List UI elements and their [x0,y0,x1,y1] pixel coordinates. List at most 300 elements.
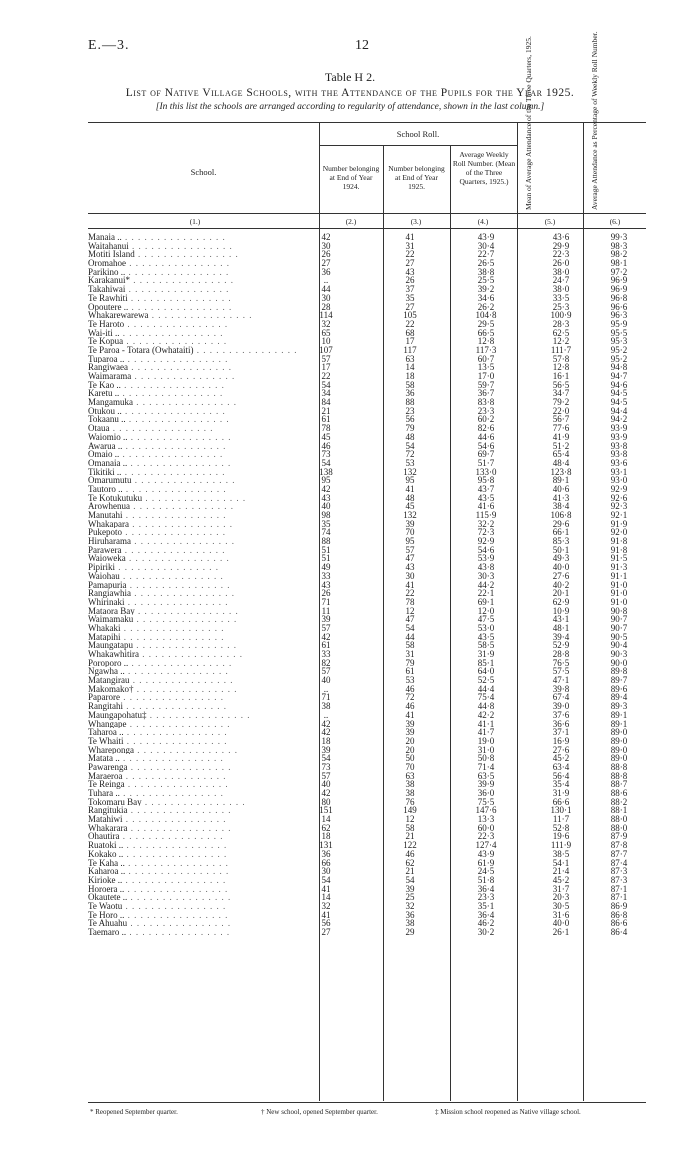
avg-weekly-roll: 44·2 [477,579,495,590]
roll-end-1924: 82 [321,657,331,668]
roll-end-1924: 26 [321,249,331,260]
avg-weekly-roll: 60·0 [477,822,495,833]
avg-weekly-roll: 38·8 [477,266,495,277]
roll-end-1924: 42 [321,483,331,494]
school-name: Ruatoki .. . . [88,841,318,850]
mean-avg-attendance: 28·8 [552,649,570,659]
roll-end-1924: 40 [321,501,331,512]
roll-end-1924: 42 [321,718,331,729]
roll-end-1925: 39 [405,727,415,738]
roll-end-1925: 53 [405,675,415,686]
roll-end-1924: 80 [321,796,331,807]
roll-end-1925: 21 [405,866,415,877]
school-table-body [88,233,643,937]
school-name: Mangamuka . . [88,398,318,407]
mean-avg-attendance: 20·1 [552,588,570,599]
roll-end-1925: 79 [405,657,415,668]
attendance-percentage: 93·8 [610,440,628,451]
roll-end-1925: 32 [405,900,415,911]
mean-avg-attendance: 27·6 [552,744,570,755]
school-name: Tuhara .. . . [88,789,318,798]
attendance-percentage: 91·5 [610,553,628,564]
school-name: Maungatapu . . [88,641,318,650]
roll-end-1924: 49 [321,562,331,573]
col2-header: Number belonging at End of Year 1924. [322,164,380,191]
avg-weekly-roll: 43·5 [477,631,495,642]
school-name: Te Reinga . . [88,780,318,789]
mean-avg-attendance: 130·1 [550,805,572,816]
avg-weekly-roll: 19·0 [477,735,495,746]
avg-weekly-roll: 59·7 [477,379,495,390]
school-name: Te Kao .. . . [88,381,318,390]
attendance-percentage: 89·0 [610,727,628,738]
avg-weekly-roll: 36·0 [477,788,495,798]
school-name: Rangitukia . . [88,806,318,815]
roll-end-1925: 132 [403,466,417,477]
roll-end-1925: 68 [405,327,415,338]
school-name: Te Waotu . . [88,902,318,911]
attendance-percentage: 90·5 [610,631,628,642]
roll-end-1925: 53 [405,457,415,468]
attendance-percentage: 89·6 [610,683,628,694]
roll-end-1925: 36 [405,388,415,399]
school-name: Hiruharama . . [88,537,318,546]
attendance-percentage: 99·3 [610,232,628,242]
avg-weekly-roll: 32·2 [477,518,495,529]
avg-weekly-roll: 69·1 [477,596,495,607]
school-name: Pukepoto . . [88,528,318,537]
attendance-percentage: 88·0 [610,814,628,825]
attendance-percentage: 95·9 [610,318,628,329]
school-name: Ohautira . . [88,832,318,841]
roll-end-1925: 29 [405,927,415,937]
mean-avg-attendance: 22·0 [552,405,570,416]
mean-avg-attendance: 40·6 [552,483,570,494]
avg-weekly-roll: 43·9 [477,848,495,859]
avg-weekly-roll: 117·3 [475,344,497,355]
roll-end-1924: 32 [321,900,331,911]
attendance-percentage: 86·8 [610,909,628,920]
roll-end-1924: 62 [321,822,331,833]
roll-end-1925: 78 [405,596,415,607]
mean-avg-attendance: 12·8 [552,362,570,373]
roll-end-1925: 72 [405,449,415,460]
mean-avg-attendance: 57·8 [552,353,570,364]
roll-end-1925: 22 [405,249,415,260]
attendance-percentage: 89·7 [610,675,628,686]
roll-end-1924: 36 [321,266,331,277]
avg-weekly-roll: 12·8 [477,336,495,347]
roll-end-1925: 14 [405,362,415,373]
roll-end-1924: 74 [321,527,331,538]
roll-end-1924: 45 [321,431,331,442]
school-name: Pipiriki . . [88,563,318,572]
school-name: Rangiawhia . . [88,589,318,598]
roll-end-1924: 42 [321,232,331,242]
attendance-percentage: 95·5 [610,327,628,338]
attendance-percentage: 89·0 [610,753,628,764]
roll-end-1924: 21 [321,405,331,416]
school-name: Matangirau . . [88,676,318,685]
roll-end-1924: 42 [321,788,331,798]
avg-weekly-roll: 66·5 [477,327,495,338]
avg-weekly-roll: 50·8 [477,753,495,764]
roll-end-1924: 78 [321,423,331,434]
attendance-percentage: 89·0 [610,735,628,746]
avg-weekly-roll: 36·4 [477,909,495,920]
roll-end-1924: 44 [321,284,331,295]
roll-end-1924: 54 [321,457,331,468]
attendance-percentage: 87·4 [610,857,628,868]
roll-end-1924: 43 [321,492,331,503]
mean-avg-attendance: 45·2 [552,753,570,764]
mean-avg-attendance: 41·3 [552,492,570,503]
school-name: Tautoro .. . . [88,485,318,494]
roll-end-1925: 12 [405,605,415,616]
roll-end-1924: 138 [319,466,333,477]
attendance-percentage: 91·0 [610,579,628,590]
mean-avg-attendance: 51·2 [552,440,570,451]
roll-end-1924: 18 [321,831,331,842]
mean-avg-attendance: 56·5 [552,379,570,390]
avg-weekly-roll: 43·7 [477,483,495,494]
roll-end-1925: 79 [405,423,415,434]
school-name: Whangape . . [88,720,318,729]
roll-end-1925: 149 [403,805,417,816]
avg-weekly-roll: 54·6 [477,440,495,451]
school-name: Awarua .. . . [88,442,318,451]
school-name: Te Paroa - Totara (Owhataiti) . . [88,346,318,355]
avg-weekly-roll: 42·2 [477,709,495,720]
roll-end-1925: 17 [405,336,415,347]
mean-avg-attendance: 54·1 [552,857,570,868]
attendance-percentage: 94·7 [610,371,628,381]
school-name: Waitahanui . . [88,242,318,251]
attendance-percentage: 92·0 [610,527,628,538]
attendance-percentage: 97·2 [610,266,628,277]
school-name: Waioweka . . [88,554,318,563]
avg-weekly-roll: 51·7 [477,457,495,468]
roll-end-1924: .. [323,683,329,694]
mean-avg-attendance: 41·9 [552,431,570,442]
avg-weekly-roll: 35·1 [477,900,495,911]
attendance-percentage: 94·2 [610,414,628,425]
attendance-percentage: 91·0 [610,596,628,607]
attendance-percentage: 90·4 [610,640,628,651]
roll-end-1924: 34 [321,388,331,399]
col4-header: Average Weekly Roll Number. (Mean of the Three Quarters, 1925.) [452,150,516,186]
roll-end-1924: 51 [321,553,331,564]
school-name: Whakapara . . [88,520,318,529]
school-name: Te Whaiti . . [88,737,318,746]
header-doc-code: E.—3. [88,38,130,53]
mean-avg-attendance: 39·8 [552,683,570,694]
school-roll-rule [319,145,517,146]
mean-avg-attendance: 29·6 [552,518,570,529]
roll-end-1925: 63 [405,770,415,781]
roll-end-1925: 47 [405,553,415,564]
attendance-percentage: 92·3 [610,501,628,512]
avg-weekly-roll: 26·5 [477,258,495,269]
attendance-percentage: 87·3 [610,866,628,877]
school-name: Matahiwi . . [88,815,318,824]
roll-end-1924: 61 [321,640,331,651]
school-name: Whareponga . . [88,746,318,755]
mean-avg-attendance: 25·3 [552,301,570,312]
mean-avg-attendance: 38·0 [552,266,570,277]
table-bottom-rule [88,1102,646,1103]
avg-weekly-roll: 22·3 [477,831,495,842]
roll-end-1924: 57 [321,353,331,364]
attendance-percentage: 95·2 [610,353,628,364]
roll-end-1925: 132 [403,510,417,520]
avg-weekly-roll: 63·5 [477,770,495,781]
school-name: Kirioke .. . . [88,876,318,885]
school-name: Omaio .. . . [88,450,318,459]
mean-avg-attendance: 45·2 [552,874,570,885]
school-name: Omanaia .. . . [88,459,318,468]
avg-weekly-roll: 41·7 [477,727,495,738]
attendance-percentage: 93·6 [610,457,628,468]
attendance-percentage: 95·3 [610,336,628,347]
school-name: Te Kotukutuku . . [88,494,318,503]
avg-weekly-roll: 36·7 [477,388,495,399]
school-name: Te Kopua . . [88,337,318,346]
attendance-percentage: 94·8 [610,362,628,373]
avg-weekly-roll: 44·8 [477,701,495,712]
avg-weekly-roll: 12·0 [477,605,495,616]
mean-avg-attendance: 62·5 [552,327,570,338]
avg-weekly-roll: 22·1 [477,588,495,599]
roll-end-1924: 30 [321,866,331,877]
attendance-percentage: 87·1 [610,883,628,894]
roll-end-1924: 41 [321,909,331,920]
school-name: Waiomio .. . . [88,433,318,442]
roll-end-1925: 57 [405,544,415,555]
mean-avg-attendance: 106·8 [550,510,572,520]
school-name: Opoutere .. . . [88,303,318,312]
avg-weekly-roll: 30·4 [477,240,495,251]
attendance-percentage: 87·8 [610,840,628,851]
attendance-percentage: 92·6 [610,492,628,503]
avg-weekly-roll: 36·4 [477,883,495,894]
mean-avg-attendance: 39·4 [552,631,570,642]
mean-avg-attendance: 62·9 [552,596,570,607]
roll-end-1925: 27 [405,258,415,269]
roll-end-1924: 17 [321,362,331,373]
school-name: Maraeroa . . [88,772,318,781]
roll-end-1925: 39 [405,718,415,729]
mean-avg-attendance: 26·0 [552,258,570,269]
avg-weekly-roll: 25·5 [477,275,495,286]
attendance-percentage: 93·8 [610,449,628,460]
avg-weekly-roll: 60·7 [477,353,495,364]
avg-weekly-roll: 85·1 [477,657,495,668]
school-name: Otaua . . [88,424,318,433]
mean-avg-attendance: 22·3 [552,249,570,260]
attendance-percentage: 87·9 [610,831,628,842]
roll-end-1924: 39 [321,744,331,755]
school-name: Matata .. . . [88,754,318,763]
school-name: Rangiwaea . . [88,363,318,372]
roll-end-1924: 42 [321,631,331,642]
school-name: Tokomaru Bay . . [88,798,318,807]
roll-end-1924: 98 [321,510,331,520]
avg-weekly-roll: 31·0 [477,744,495,755]
roll-end-1925: 31 [405,240,415,251]
mean-avg-attendance: 66·6 [552,796,570,807]
avg-weekly-roll: 47·5 [477,614,495,625]
roll-end-1925: 31 [405,649,415,659]
avg-weekly-roll: 26·2 [477,301,495,312]
mean-avg-attendance: 35·4 [552,779,570,790]
attendance-percentage: 88·7 [610,779,628,790]
mean-avg-attendance: 67·4 [552,692,570,703]
roll-end-1924: 27 [321,927,331,937]
avg-weekly-roll: 17·0 [477,371,495,381]
mean-avg-attendance: 29·9 [552,240,570,251]
school-name: Whakaki . . [88,624,318,633]
attendance-percentage: 91·0 [610,588,628,599]
footnote-mission-school: ‡ Mission school reopened as Native village school. [435,1108,581,1116]
attendance-percentage: 91·1 [610,570,628,581]
roll-end-1925: 58 [405,822,415,833]
mean-avg-attendance: 36·6 [552,718,570,729]
roll-end-1924: 71 [321,692,331,703]
roll-end-1925: 25 [405,892,415,903]
school-name: Tokaanu .. . . [88,415,318,424]
attendance-percentage: 98·1 [610,258,628,269]
roll-end-1925: 45 [405,501,415,512]
roll-end-1925: 44 [405,631,415,642]
roll-end-1925: 76 [405,796,415,807]
col3-number: (3.) [410,217,422,226]
roll-end-1925: 39 [405,883,415,894]
school-name: Ngawha .. . . [88,667,318,676]
roll-end-1924: 57 [321,666,331,677]
mean-avg-attendance: 31·7 [552,883,570,894]
roll-end-1924: 73 [321,449,331,460]
attendance-percentage: 90·8 [610,605,628,616]
avg-weekly-roll: 13·5 [477,362,495,373]
roll-end-1925: 54 [405,440,415,451]
school-name: Kokako .. . . [88,850,318,859]
avg-weekly-roll: 34·6 [477,292,495,303]
header-rule [88,213,646,214]
roll-end-1925: 26 [405,275,415,286]
column-number-rule [88,228,646,229]
roll-end-1924: 38 [321,701,331,712]
mean-avg-attendance: 21·4 [552,866,570,877]
roll-end-1925: 54 [405,874,415,885]
school-name: Makomako† . . [88,685,318,694]
attendance-percentage: 86·9 [610,900,628,911]
roll-end-1925: 63 [405,353,415,364]
avg-weekly-roll: 39·9 [477,779,495,790]
mean-avg-attendance: 34·7 [552,388,570,399]
attendance-percentage: 88·8 [610,761,628,772]
mean-avg-attendance: 47·1 [552,675,570,686]
mean-avg-attendance: 20·3 [552,892,570,903]
mean-avg-attendance: 43·6 [552,232,570,242]
mean-avg-attendance: 48·4 [552,457,570,468]
school-name: Otukou .. . . [88,407,318,416]
roll-end-1924: 32 [321,318,331,329]
avg-weekly-roll: 30·3 [477,570,495,581]
school-name: Whirinaki . . [88,598,318,607]
avg-weekly-roll: 41·1 [477,718,495,729]
roll-end-1924: 114 [319,310,333,321]
col1-number: (1.) [189,217,201,226]
school-name: Kaharoa .. . . [88,867,318,876]
roll-end-1924: 107 [319,344,333,355]
attendance-percentage: 87·7 [610,848,628,859]
table-row [88,928,643,937]
roll-end-1924: 57 [321,622,331,633]
attendance-percentage: 93·0 [610,475,628,486]
attendance-percentage: 89·4 [610,692,628,703]
col-divider-3 [450,145,451,228]
roll-end-1924: 11 [321,605,331,616]
school-name: Tikitiki .. . . [88,468,318,477]
mean-avg-attendance: 12·2 [552,336,570,347]
roll-end-1924: 33 [321,649,331,659]
attendance-percentage: 89·1 [610,709,628,720]
roll-end-1925: 72 [405,692,415,703]
mean-avg-attendance: 27·6 [552,570,570,581]
school-name: Waiohau . . [88,572,318,581]
roll-end-1925: 43 [405,266,415,277]
roll-end-1924: 18 [321,735,331,746]
avg-weekly-roll: 44·6 [477,431,495,442]
roll-end-1925: 58 [405,640,415,651]
avg-weekly-roll: 54·6 [477,544,495,555]
avg-weekly-roll: 147·6 [475,805,497,816]
avg-weekly-roll: 115·9 [475,510,497,520]
attendance-percentage: 94·6 [610,379,628,390]
mean-avg-attendance: 52·9 [552,640,570,651]
roll-end-1925: 95 [405,475,415,486]
roll-end-1925: 47 [405,614,415,625]
school-name: Manaia .. . . [88,233,318,242]
avg-weekly-roll: 39·2 [477,284,495,295]
avg-weekly-roll: 41·6 [477,501,495,512]
attendance-percentage: 88·2 [610,796,628,807]
roll-end-1924: 73 [321,761,331,772]
avg-weekly-roll: 75·4 [477,692,495,703]
avg-weekly-roll: 64·0 [477,666,495,677]
school-name: Te Ahuahu . . [88,919,318,928]
roll-end-1924: 30 [321,292,331,303]
school-name: Whakarewarewa . . [88,311,318,320]
avg-weekly-roll: 23·3 [477,892,495,903]
school-name: Matapihi . . [88,633,318,642]
attendance-percentage: 90·7 [610,614,628,625]
roll-end-1924: 43 [321,579,331,590]
mean-avg-attendance: 66·1 [552,527,570,538]
roll-end-1924: 51 [321,544,331,555]
roll-end-1924: 42 [321,727,331,738]
mean-avg-attendance: 123·8 [550,466,572,477]
attendance-percentage: 90·7 [610,622,628,633]
avg-weekly-roll: 30·2 [477,927,495,937]
mean-avg-attendance: 48·1 [552,622,570,633]
school-roll-header: School Roll. [396,129,440,139]
attendance-percentage: 94·5 [610,388,628,399]
roll-end-1925: 35 [405,292,415,303]
mean-avg-attendance: 65·4 [552,449,570,460]
footnote-reopened: * Reopened September quarter. [90,1108,178,1116]
